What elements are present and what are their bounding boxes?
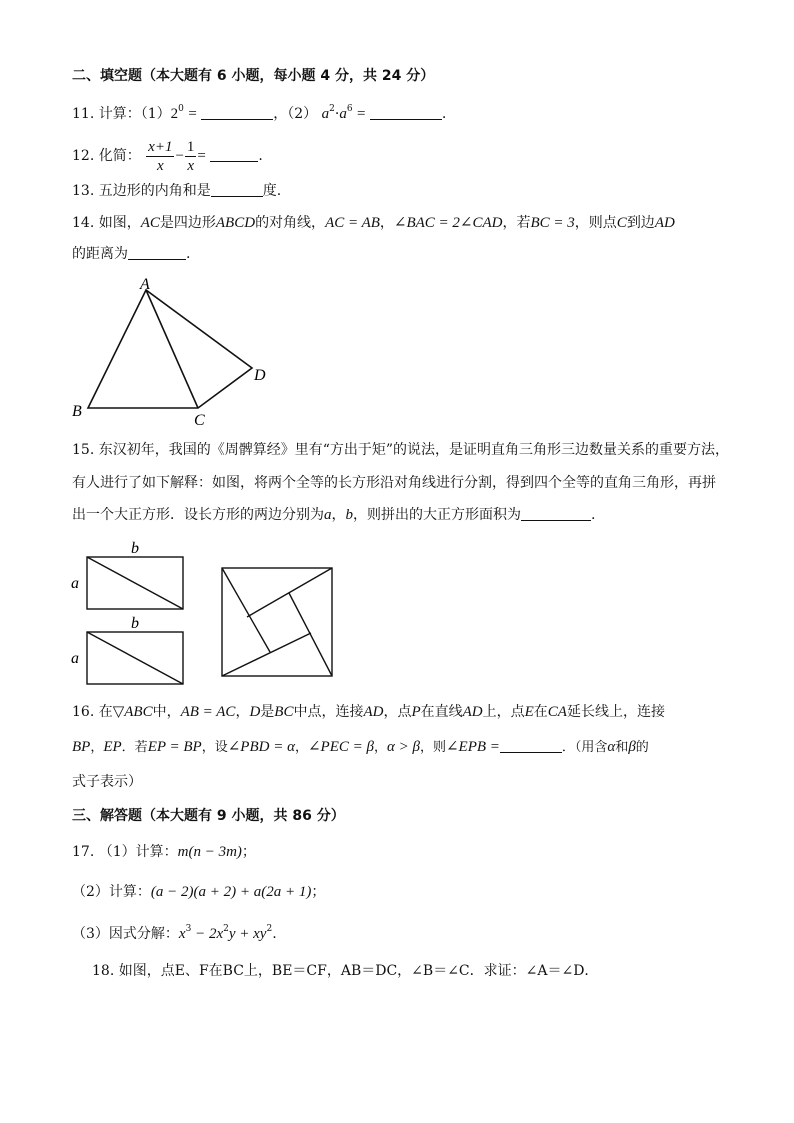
q12-number: 12. — [72, 148, 95, 164]
question-16 — [72, 702, 665, 722]
q15-text: ， — [331, 507, 346, 523]
question-11 — [72, 104, 446, 124]
q11-a2: a — [339, 106, 347, 122]
q11-dot: · — [334, 106, 340, 122]
q16-text: 延长线上，连接 — [566, 704, 665, 720]
q12-minus: − — [175, 148, 184, 164]
q16-text: ．若 — [121, 740, 148, 755]
q12-num2: 1 — [186, 138, 195, 155]
q16-text: ， — [90, 740, 104, 755]
q16-text: 在 — [533, 704, 548, 720]
q17-expr-3: − 2x — [191, 926, 224, 942]
q16-text: 的 — [635, 740, 649, 755]
q11-exp1: 0 — [178, 104, 184, 114]
question-16-line-3: 式子表示） — [72, 774, 142, 790]
q11-base: 2 — [170, 106, 179, 122]
question-17 — [72, 842, 256, 862]
q16-text: ， — [235, 704, 250, 720]
q16-number: 16. — [72, 704, 95, 720]
q17-text: ； — [241, 844, 256, 860]
q16-text: ．（用含 — [561, 740, 608, 755]
q17-number: 17. — [72, 844, 95, 860]
q12-blank[interactable] — [210, 147, 258, 162]
q18-text: 如图，点E、F在BC上，BE＝CF，AB＝DC，∠B＝∠C．求证：∠A＝∠D． — [118, 963, 599, 979]
q17-part-1: （1）计算： — [98, 844, 178, 860]
q16-math-eq1: AB = AC — [180, 704, 236, 720]
rectangle-1-diagonal — [87, 557, 183, 609]
label-c: C — [194, 412, 205, 429]
square-segment-3 — [289, 593, 332, 676]
q12-text: 化简： — [98, 148, 141, 164]
q14-math-eq3: BC = 3 — [530, 215, 575, 231]
question-16-line-2 — [72, 737, 649, 758]
q11-a1: a — [321, 106, 330, 122]
q16-math-d: D — [249, 704, 261, 720]
q11-text: 计算：（1） — [98, 106, 171, 122]
question-17-part-3 — [72, 924, 277, 944]
q16-text: ， — [373, 740, 387, 755]
q15-math-a: a — [324, 507, 332, 523]
q14-math-ac: AC — [140, 215, 160, 231]
q14-math-eq1: AC = AB — [325, 215, 380, 231]
q17-expr-3: y + xy — [228, 926, 267, 942]
q13-text-1: 五边形的内角和是 — [98, 183, 211, 199]
q13-text-2: 度. — [262, 183, 282, 199]
q16-math-alpha: α — [607, 739, 616, 755]
diagonal-ac — [146, 290, 198, 408]
q15-text: ，则拼出的大正方形面积为 — [353, 507, 521, 523]
section-2-heading: 二、填空题（本大题有 6 小题，每小题 4 分，共 24 分） — [72, 68, 435, 84]
q16-text: 是 — [260, 704, 275, 720]
q16-blank[interactable] — [500, 738, 562, 753]
question-14-line-2 — [72, 244, 190, 264]
q14-math-eq2: ∠BAC = 2∠CAD — [393, 215, 503, 231]
q17-expr-2: (a − 2)(a + 2) + a(2a + 1) — [150, 884, 312, 900]
q16-math-ad: AD — [462, 704, 483, 720]
label-d: D — [254, 367, 266, 384]
q15-math-b: b — [345, 507, 353, 523]
q16-math-ad: AD — [363, 704, 384, 720]
question-14 — [72, 213, 675, 233]
q14-math-c: C — [616, 215, 627, 231]
q16-math-e: E — [524, 704, 534, 720]
q12-num1: x+1 — [148, 138, 173, 155]
question-12 — [72, 136, 263, 176]
question-15-line-2: 有人进行了如下解释：如图，将两个全等的长方形沿对角线进行分割，得到四个全等的直角三角形，再拼 — [72, 475, 716, 491]
question-13 — [72, 181, 281, 201]
q16-text: ，点 — [383, 704, 412, 720]
q14-end: . — [186, 246, 191, 262]
q12-fraction-1 — [146, 138, 174, 175]
q11-blank-1[interactable] — [201, 105, 273, 120]
q16-math-eq5: α > β — [386, 739, 420, 755]
q16-math-ca: CA — [547, 704, 567, 720]
q13-number: 13. — [72, 183, 95, 199]
q11-eq2: = — [357, 106, 366, 122]
q15-number: 15. — [72, 442, 95, 458]
q11-end: . — [441, 106, 447, 122]
big-square — [222, 568, 332, 676]
question-18 — [92, 961, 598, 981]
q14-figure-quadrilateral — [66, 272, 286, 432]
q17-exp: 2 — [266, 924, 273, 934]
q17-expr-3: x — [178, 926, 186, 942]
q16-math-p: P — [411, 704, 421, 720]
q16-text: 在 — [98, 704, 113, 720]
q11-sep: ，（2） — [273, 106, 318, 122]
rect2-label-a: a — [71, 650, 79, 667]
q16-text: 中点，连接 — [293, 704, 364, 720]
question-15 — [72, 440, 729, 460]
question-15-line-3 — [72, 505, 595, 525]
q12-den2: x — [187, 157, 194, 174]
q11-eq1: = — [188, 106, 197, 122]
q17-exp: 2 — [223, 924, 229, 934]
q14-number: 14. — [72, 215, 95, 231]
quadrilateral-abcd — [88, 290, 252, 408]
q15-text: 出一个大正方形．设长方形的两边分别为 — [72, 507, 324, 523]
label-a: A — [140, 276, 150, 293]
q12-eq: = — [197, 148, 206, 164]
label-b: B — [72, 403, 82, 420]
q17-text: ； — [311, 884, 326, 900]
q16-text: ，设 — [201, 740, 228, 755]
q16-math-eq4: ∠PEC = β — [307, 739, 374, 755]
q16-math-eq2: EP = BP — [147, 739, 202, 755]
q17-expr-1: m(n − 3m) — [177, 844, 242, 860]
q14-text: ，则点 — [574, 215, 617, 231]
q16-math-eq6: ∠EPB = — [445, 739, 500, 755]
q16-math-eq3: ∠PBD = α — [227, 739, 295, 755]
q14-text: ，若 — [502, 215, 531, 231]
q14-text: 是四边形 — [159, 215, 216, 231]
square-segment-4 — [222, 633, 311, 676]
q14-text: 如图， — [98, 215, 141, 231]
q16-text: ，则 — [419, 740, 446, 755]
q11-exp2: 2 — [329, 104, 335, 114]
q16-text: ， — [294, 740, 308, 755]
q11-exp3: 6 — [346, 104, 353, 114]
q15-blank[interactable] — [521, 506, 591, 521]
q14-math-ad: AD — [654, 215, 675, 231]
rect2-label-b: b — [131, 615, 139, 632]
q13-blank[interactable] — [211, 182, 263, 197]
q14-blank[interactable] — [128, 245, 186, 260]
q15-figure-rectangles — [64, 537, 354, 687]
q17-text: . — [272, 926, 277, 942]
q16-math-beta: β — [628, 739, 636, 755]
question-17-part-2 — [72, 882, 325, 902]
q12-end: . — [258, 148, 263, 164]
q16-text: 中， — [152, 704, 181, 720]
rectangle-2-diagonal — [87, 632, 183, 684]
square-segment-2 — [247, 568, 332, 617]
rect1-label-b: b — [131, 540, 139, 557]
q14-text: 的距离为 — [72, 246, 128, 262]
square-segment-1 — [222, 568, 270, 652]
q16-math-bc: BC — [274, 704, 294, 720]
section-3-heading: 三、解答题（本大题有 9 小题，共 86 分） — [72, 808, 345, 824]
q16-text: 上，点 — [482, 704, 525, 720]
q16-math-ep: EP — [103, 739, 122, 755]
q17-exp: 3 — [185, 924, 192, 934]
q12-den1: x — [156, 157, 164, 174]
q14-text: 的对角线， — [255, 215, 326, 231]
q14-math-abcd: ABCD — [215, 215, 256, 231]
q14-text: ， — [379, 215, 394, 231]
q15-end: . — [591, 507, 596, 523]
q16-math-bp: BP — [72, 739, 91, 755]
q16-math-triangle: ▽ABC — [112, 704, 153, 720]
q12-fraction-2 — [185, 138, 197, 175]
q14-text: 到边 — [626, 215, 655, 231]
q11-blank-2[interactable] — [370, 105, 442, 120]
rect1-label-a: a — [71, 575, 79, 592]
q16-text: 在直线 — [420, 704, 463, 720]
q17-part-3: （3）因式分解： — [72, 926, 179, 942]
q11-number: 11. — [72, 106, 95, 122]
q18-number: 18. — [92, 963, 115, 979]
q16-text: 和 — [615, 740, 629, 755]
q17-part-2: （2）计算： — [72, 884, 151, 900]
q15-line-1: 东汉初年，我国的《周髀算经》里有“方出于矩”的说法，是证明直角三角形三边数量关系的重要方法， — [98, 442, 730, 458]
